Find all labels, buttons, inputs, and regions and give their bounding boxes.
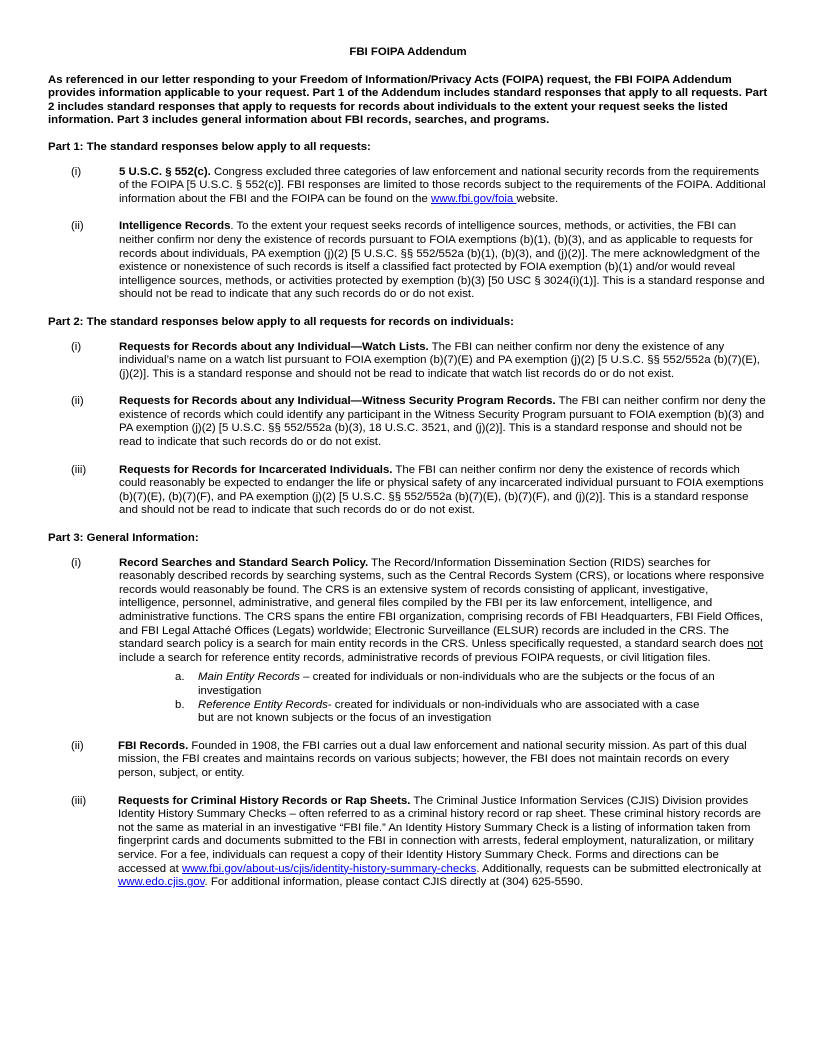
part3-item-search-policy bbox=[48, 557, 768, 726]
part3-item-fbi-records bbox=[48, 740, 768, 781]
item-heading: Requests for Records for Incarcerated Individuals. bbox=[119, 463, 393, 476]
item-heading: Requests for Criminal History Records or Rap Sheets. bbox=[118, 794, 411, 807]
item-number: (iii) bbox=[71, 463, 87, 476]
item-number: (i) bbox=[71, 340, 82, 353]
part2-item-incarcerated bbox=[48, 464, 768, 518]
item-heading: 5 U.S.C. § 552(c). bbox=[119, 165, 211, 178]
item-text-cont: . Additionally, requests can be submitted electronically at bbox=[476, 862, 762, 875]
item-text-cont: include a search for reference entity records, administrative records of previous FOIPA requests, or civil litigation files. bbox=[119, 651, 711, 664]
part2-item-watch-lists bbox=[48, 341, 768, 382]
item-body bbox=[119, 395, 768, 449]
list-desc: – created for individuals or non-individuals who are the subjects or the focus of an investigation bbox=[198, 671, 715, 697]
underlined-not: not bbox=[747, 638, 763, 651]
part1-item-552c bbox=[48, 166, 768, 207]
item-heading: FBI Records. bbox=[118, 739, 189, 752]
item-text: The FBI can neither confirm nor deny the existence of records which could identify any participant in the Witness Security Program pursuant to FOIA exemption (b)(3) and PA exemption (j)(2) [5 U.S.C. §§ 552/552a (b)(3), 18 U.S.C. 3521, and (j)(2)]. This is a standard response and should not be read to indicate that such records do or do not exist. bbox=[119, 395, 766, 449]
item-body bbox=[118, 795, 768, 890]
part1-item-intelligence bbox=[48, 220, 768, 302]
item-text: Founded in 1908, the FBI carries out a dual law enforcement and national security mission. As part of this dual mission, the FBI creates and maintains records on various subjects; however, the FBI does not maintain records on every person, subject, or entity. bbox=[118, 739, 747, 779]
item-text: The FBI can neither confirm nor deny the existence of records which could reasonably be expected to endanger the life or physical safety of any incarcerated individual pursuant to FOIA exemptions (b)(7)(E), (b)(7)(F), and PA exemption (j)(2) [5 U.S.C. §§ 552/552a (b)(7)(E), (b)(7)(F), and (j)(2)]. This is a standard response and should not be read to indicate that such records do or do not exist. bbox=[119, 463, 764, 517]
identity-history-link[interactable]: www.fbi.gov/about-us/cjis/identity-history-summary-checks bbox=[181, 862, 477, 875]
entity-records-list bbox=[119, 671, 768, 725]
list-desc: created for individuals or non-individuals who are associated with a case but are not known subjects or the focus of an investigation bbox=[198, 698, 700, 725]
intro-paragraph: As referenced in our letter responding to your Freedom of Information/Privacy Acts (FOIPA) request, the FBI FOIPA Addendum provides information applicable to your request. Part 1 of the Addendum includes standard responses that apply to all requests. Part 2 includes standard responses that apply to requests for records about individuals to the extent your request seeks the listed information. Part 3 includes general information about FBI records, searches, and programs. bbox=[48, 73, 768, 127]
part2-item-witness-security bbox=[48, 395, 768, 449]
item-number: (iii) bbox=[71, 794, 87, 807]
item-text-tail: website. bbox=[516, 192, 559, 205]
item-text: The FBI can neither confirm nor deny the existence of any individual’s name on a watch list pursuant to FOIA exemption (b)(7)(E) and PA exemption (j)(2) [5 U.S.C. §§ 552/552a (b)(7)(E), (j)(2)]. This is a standard response and should not be read to indicate that watch list records do or do not exist. bbox=[119, 340, 760, 380]
list-term: Main Entity Records bbox=[198, 671, 300, 684]
item-text: The Record/Information Dissemination Section (RIDS) searches for reasonably described records by searching systems, such as the Central Records System (CRS), or locations where responsive records would reasonably be found. The CRS is an extensive system of records consisting of applicant, investigative, intelligence, personnel, administrative, and general files compiled by the FBI per its law enforcement, intelligence, and administrative functions. The CRS spans the entire FBI organization, comprising records of FBI Headquarters, FBI Field Offices, and FBI Legal Attaché Offices (Legats) worldwide; Electronic Surveillance (ELSUR) records are included in the CRS. The standard search policy is a search for main entity records in the CRS. Unless specifically requested, a standard search does bbox=[119, 556, 765, 651]
item-heading: Requests for Records about any Individual—Witness Security Program Records. bbox=[119, 395, 556, 408]
part3-item-criminal-history bbox=[48, 795, 768, 890]
list-item bbox=[119, 699, 718, 726]
list-item bbox=[119, 671, 718, 698]
item-heading: Intelligence Records bbox=[119, 220, 231, 233]
item-number: (ii) bbox=[71, 395, 84, 408]
item-body bbox=[118, 740, 768, 781]
fbi-foia-link[interactable]: www.fbi.gov/foia bbox=[430, 192, 517, 205]
item-number: (i) bbox=[71, 165, 82, 178]
item-text-end: . For additional information, please contact CJIS directly at (304) 625-5590. bbox=[204, 876, 584, 889]
item-body bbox=[119, 220, 768, 302]
item-heading: Requests for Records about any Individual—Watch Lists. bbox=[119, 340, 429, 353]
item-text: The Criminal Justice Information Services (CJIS) Division provides Identity History Summary Checks – often referred to as a criminal history record or rap sheet. These criminal history records are not the same as material in an investigative “FBI file.” An Identity History Summary Check is a listing of information taken from fingerprint cards and documents submitted to the FBI in connection with arrests, federal employment, naturalization, or military service. For a fee, individuals can request a copy of their Identity History Summary Check. Forms and directions can be accessed at bbox=[118, 794, 761, 875]
list-letter: a. bbox=[175, 671, 185, 684]
item-heading: Record Searches and Standard Search Policy. bbox=[119, 556, 369, 569]
item-number: (ii) bbox=[71, 220, 84, 233]
part3-heading: Part 3: General Information: bbox=[48, 532, 199, 545]
page-title: FBI FOIPA Addendum bbox=[349, 46, 467, 58]
list-letter: b. bbox=[175, 698, 185, 711]
item-body bbox=[119, 341, 768, 382]
part2-heading: Part 2: The standard responses below apply to all requests for records on individuals: bbox=[48, 315, 514, 328]
addendum-page bbox=[48, 46, 768, 901]
item-number: (i) bbox=[71, 556, 82, 569]
item-body bbox=[119, 557, 768, 666]
item-body bbox=[119, 166, 768, 207]
list-term: Reference Entity Records- bbox=[198, 698, 332, 711]
edo-cjis-link[interactable]: www.edo.cjis.gov bbox=[118, 876, 205, 889]
item-text: . To the extent your request seeks records of intelligence sources, methods, or activities, the FBI can neither confirm nor deny the existence of records pursuant to FOIA exemptions (b)(1), (b)(3), and as applicable to requests for records about individuals, PA exemption (j)(2) [5 U.S.C. §§ 552/552a (b)(1), (b)(3), and (j)(2)]. The mere acknowledgment of the existence or nonexistence of such records is itself a classified fact protected by FOIA exemption (b)(1) and/or would reveal intelligence sources, methods, or activities protected by exemption (b)(3) [50 USC § 3024(i)(1)]. This is a standard response and should not be read to indicate that any such records do or do not exist. bbox=[119, 220, 765, 301]
item-text: Congress excluded three categories of law enforcement and national security records from the requirements of the FOIPA [5 U.S.C. § 552(c)]. FBI responses are limited to those records subject to the requirements of the FOIPA. Additional information about the FBI and the FOIPA can be found on the bbox=[119, 165, 766, 205]
item-body bbox=[119, 464, 768, 518]
item-number: (ii) bbox=[71, 739, 84, 752]
part1-heading: Part 1: The standard responses below apply to all requests: bbox=[48, 140, 371, 153]
